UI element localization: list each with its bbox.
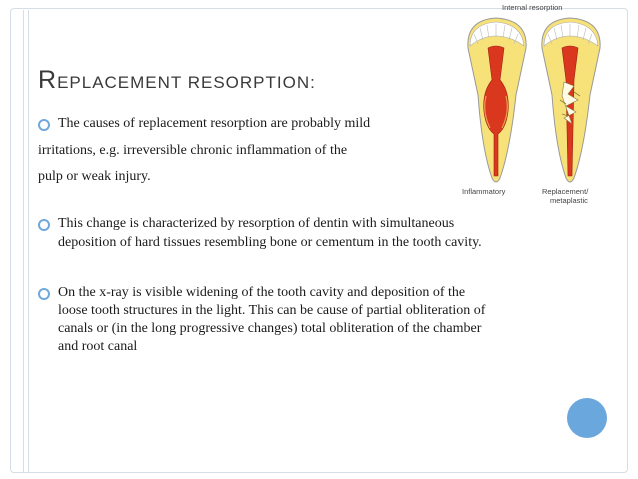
bullet-3-line-4: and root canal [58, 339, 138, 354]
decorative-circle [567, 398, 607, 438]
internal-resorption-figure [456, 0, 638, 208]
label-replacement: Replacement/ [542, 187, 589, 196]
bullet-marker-2 [38, 219, 50, 231]
label-inflammatory: Inflammatory [462, 187, 506, 196]
bullet-marker-3 [38, 288, 50, 300]
bullet-2-line-2: deposition of hard tissues resembling bone or cementum in the tooth cavity. [58, 235, 482, 250]
bullet-1-line-2: irritations, e.g. irreversible chronic inflammation of the [38, 143, 348, 158]
tooth-replacement [542, 18, 600, 182]
bullet-2-line-1: This change is characterized by resorption of dentin with simultaneous [58, 216, 455, 231]
title-rest: EPLACEMENT RESORPTION: [57, 73, 316, 92]
bullet-3-line-1: On the x-ray is visible widening of the tooth cavity and deposition of the [58, 285, 466, 300]
bullet-3-line-3: canals or (in the long progressive changes) total obliteration of the chamber [58, 321, 482, 336]
bullet-1-line-3: pulp or weak injury. [38, 169, 151, 184]
left-accent-bar [23, 10, 29, 473]
bullet-3-line-2: loose tooth structures in the light. This can be cause of partial obliteration of [58, 303, 486, 318]
figure-title: Internal resorption [502, 3, 563, 12]
bullet-1-line-1: The causes of replacement resorption are probably mild [58, 116, 371, 131]
bullet-marker-1 [38, 119, 50, 131]
tooth-inflammatory [468, 18, 526, 182]
label-metaplastic: metaplastic [550, 196, 588, 205]
slide-title [38, 66, 316, 95]
title-initial: R [38, 66, 58, 94]
